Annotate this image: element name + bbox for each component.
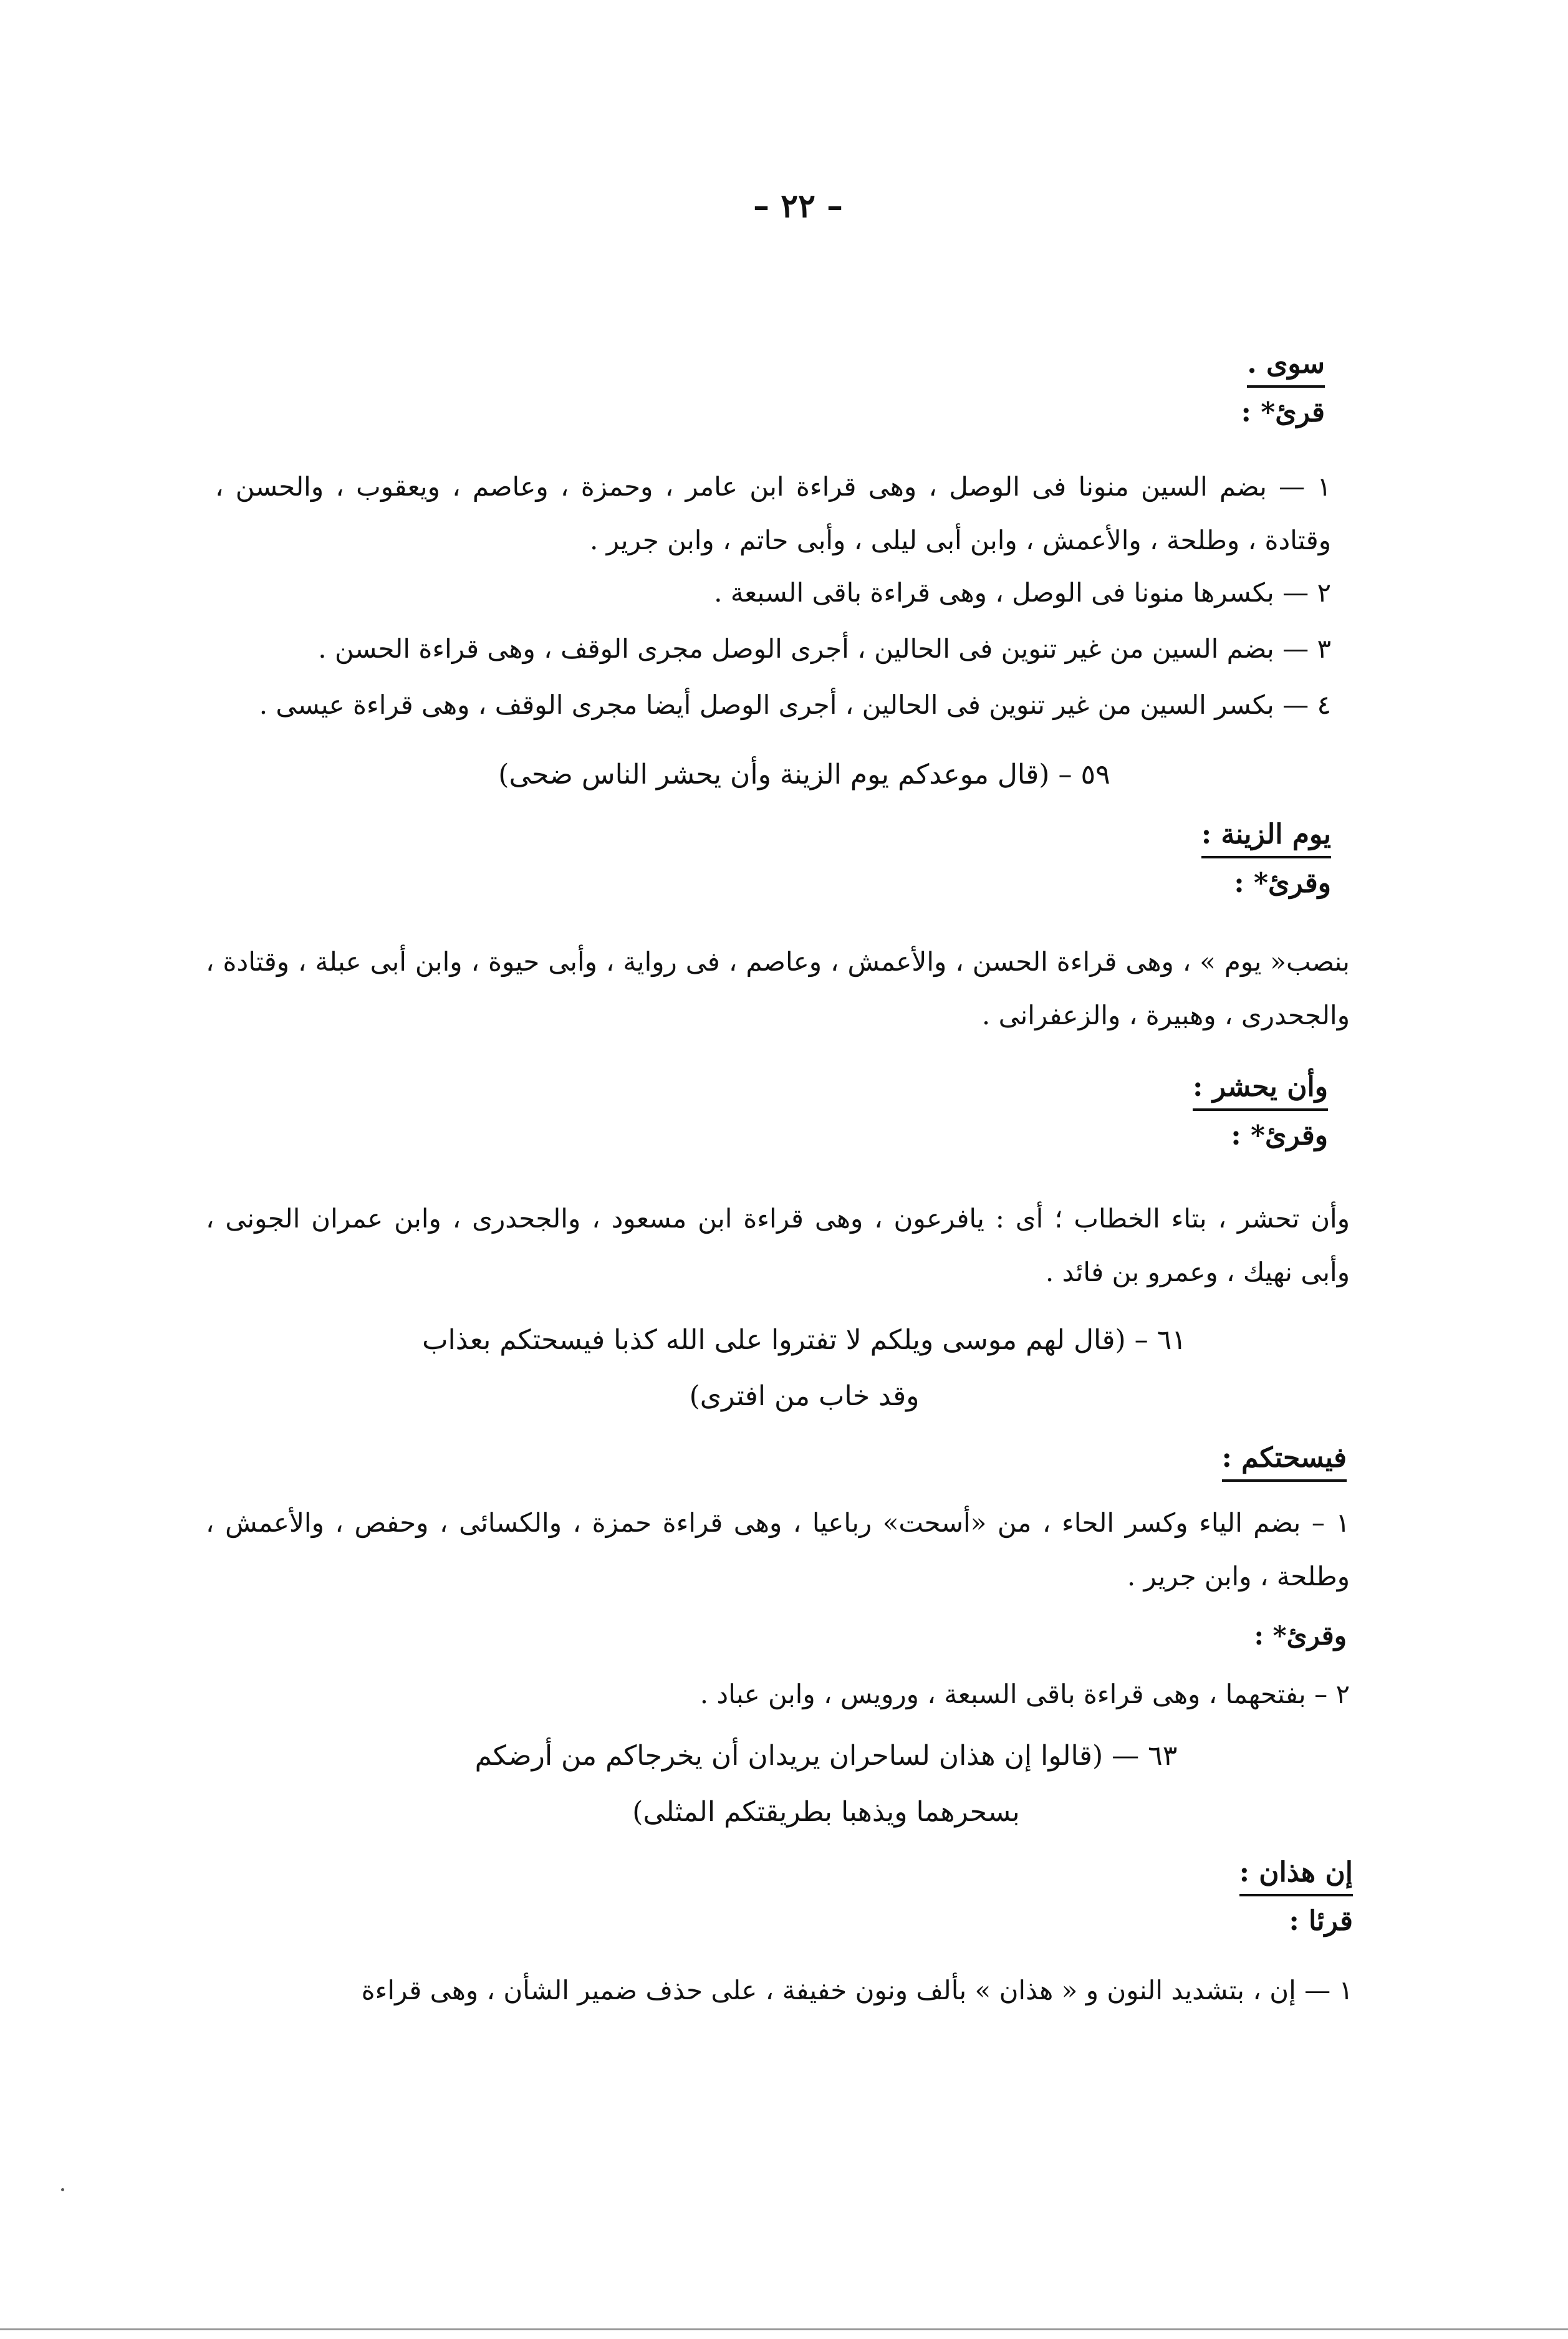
reading-item-2: ٢ — بكسرها منونا فى الوصل ، وهى قراءة باقى السبعة . — [714, 577, 1331, 608]
reading-item-3: ٣ — بضم السين من غير تنوين فى الحالين ، أجرى الوصل مجرى الوقف ، وهى قراءة الحسن . — [318, 633, 1331, 664]
entry-word-wa-an-yuhshar: وأن يحشر : — [1193, 1069, 1328, 1111]
verse-61-line-1: ٦١ – (قال لهم موسى ويلكم لا تفتروا على الله كذبا فيسحتكم بعذاب — [422, 1324, 1186, 1356]
section-fayushitakum-item-2: ٢ – بفتحهما ، وهى قراءة باقى السبعة ، ورويس ، وابن عباد . — [700, 1679, 1350, 1709]
reading-label: وقرئ* : — [1234, 867, 1331, 899]
section-wa-an-yuhshar-text: وأن تحشر ، بتاء الخطاب ؛ أى : يافرعون ، وهى قراءة ابن مسعود ، والجحدرى ، وابن عمران الجونى ، وأبى نهيك ، وعمرو بن فائد . — [206, 1203, 1350, 1287]
reading-label: قرئا : — [1289, 1905, 1353, 1937]
reading-label: وقرئ* : — [1231, 1120, 1328, 1151]
verse-63 — [436, 1728, 1216, 1840]
reading-label: وقرئ* : — [1254, 1620, 1347, 1651]
verse-61 — [399, 1312, 1210, 1424]
reading-label: قرئ* : — [1241, 396, 1325, 428]
section-wa-an-yuhshar — [1193, 1063, 1328, 1160]
verse-63-line-2: بسحرهما ويذهبا بطريقتكم المثلى) — [632, 1796, 1020, 1828]
section-siwa — [1241, 340, 1325, 437]
scan-speck — [61, 2188, 64, 2191]
entry-word-yawm-alzina: يوم الزينة : — [1201, 816, 1331, 858]
scan-bottom-edge — [0, 2328, 1568, 2330]
section-yawm-alzina-text: بنصب« يوم » ، وهى قراءة الحسن ، والأعمش ، وعاصم ، فى رواية ، وأبى حيوة ، وابن أبى عبلة ، وقتادة ، والجحدرى ، وهبيرة ، والزعفرانى . — [206, 946, 1350, 1030]
entry-word-fayushitakum: فيسحتكم : — [1222, 1439, 1347, 1482]
section-fayushitakum — [1222, 1434, 1347, 1482]
section-yawm-alzina — [1201, 810, 1331, 908]
verse-63-line-1: ٦٣ — (قالوا إن هذان لساحران يريدان أن يخرجاكم من أرضكم — [474, 1740, 1178, 1772]
verse-59: ٥٩ – (قال موعدكم يوم الزينة وأن يحشر الناس ضحى) — [498, 759, 1110, 790]
section-inna-hadhan — [1239, 1848, 1353, 1946]
page-number: – ٢٢ – — [753, 187, 844, 225]
entry-word-siwa: سوى . — [1247, 345, 1325, 388]
verse-61-line-2: وقد خاب من افترى) — [689, 1380, 920, 1412]
reading-item-1: ١ — بضم السين منونا فى الوصل ، وهى قراءة ابن عامر ، وحمزة ، وعاصم ، ويعقوب ، والحسن ، وقتادة ، وطلحة ، والأعمش ، وابن أبى ليلى ، وأبى حاتم ، وابن جرير . — [215, 471, 1331, 555]
section-fayushitakum-item-1: ١ – بضم الياء وكسر الحاء ، من «أسحت» رباعيا ، وهى قراءة حمزة ، والكسائى ، وحفص ، والأعمش ، وطلحة ، وابن جرير . — [206, 1507, 1350, 1592]
section-inna-hadhan-item-1: ١ — إن ، بتشديد النون و « هذان » بألف ونون خفيفة ، على حذف ضمير الشأن ، وهى قراءة — [361, 1975, 1353, 2005]
reading-item-4: ٤ — بكسر السين من غير تنوين فى الحالين ، أجرى الوصل أيضا مجرى الوقف ، وهى قراءة عيسى . — [259, 689, 1331, 720]
entry-word-inna-hadhan: إن هذان : — [1239, 1854, 1353, 1896]
